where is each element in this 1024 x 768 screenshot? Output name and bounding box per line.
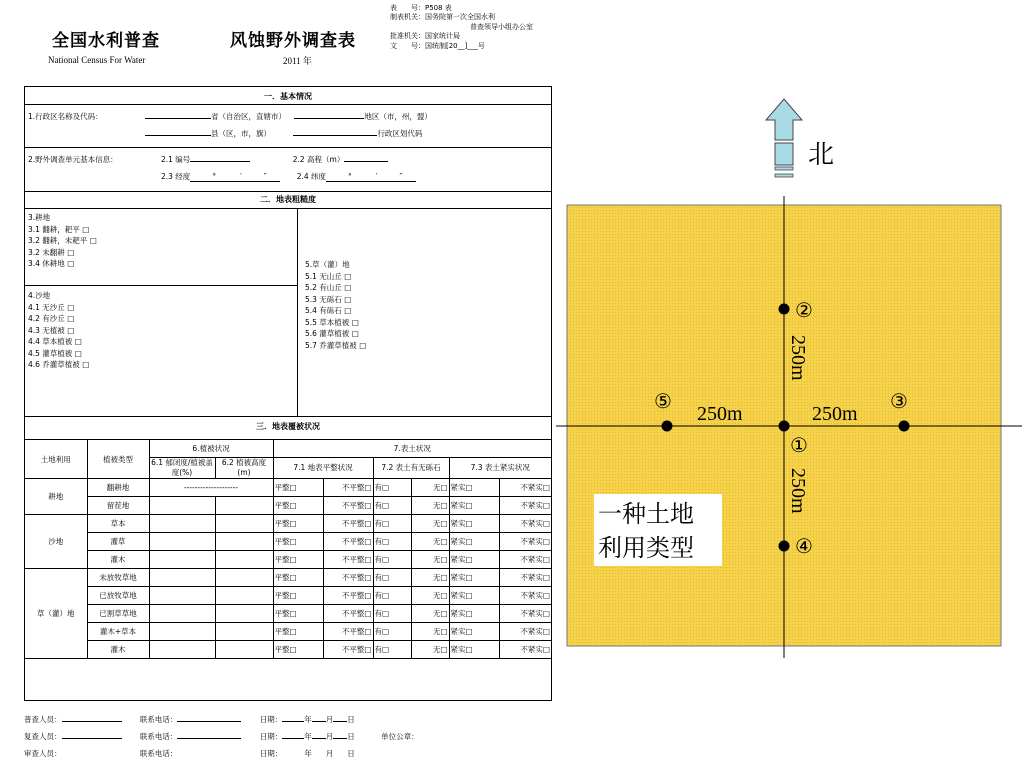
gravel-no-option[interactable]: 无□	[411, 587, 449, 605]
not-firm-option[interactable]: 不紧实□	[499, 479, 551, 497]
county-label: 县（区，市，旗）	[211, 129, 271, 138]
gravel-yes-option[interactable]: 有□	[373, 641, 411, 659]
gravel-no-option[interactable]: 无□	[411, 605, 449, 623]
field-2-1-input[interactable]	[190, 161, 250, 162]
not-flat-option[interactable]: 不平整□	[323, 605, 373, 623]
census-title: 全国水利普查	[52, 31, 160, 51]
checkbox-option[interactable]: 4.5 灌草植被 □	[28, 348, 82, 358]
height-cell[interactable]	[215, 497, 273, 515]
height-cell[interactable]	[215, 623, 273, 641]
firm-option[interactable]: 紧实□	[449, 569, 499, 587]
gravel-yes-option[interactable]: 有□	[373, 569, 411, 587]
checkbox-option[interactable]: 5.3 无砾石 □	[305, 294, 352, 304]
distance-label-west: 250m	[697, 403, 743, 425]
header-veg-height: 6.2 植被高度(m)	[215, 458, 273, 479]
table-row	[25, 515, 551, 533]
height-cell[interactable]	[215, 533, 273, 551]
group5-heading: 5.草（灌）地	[305, 260, 350, 269]
checkbox-option[interactable]: 3.4 休耕地 □	[28, 259, 75, 268]
height-cell[interactable]	[215, 569, 273, 587]
vegtype-cell: 灌木	[87, 551, 149, 569]
gravel-yes-option[interactable]: 有□	[373, 515, 411, 533]
year-input[interactable]	[282, 738, 304, 739]
flat-option[interactable]: 平整□	[273, 623, 323, 641]
gravel-yes-option[interactable]: 有□	[373, 551, 411, 569]
not-firm-option[interactable]: 不紧实□	[499, 533, 551, 551]
flat-option[interactable]: 平整□	[273, 641, 323, 659]
gravel-yes-option[interactable]: 有□	[373, 497, 411, 515]
group5-list	[305, 259, 366, 351]
phone-label: 联系电话：	[139, 732, 178, 741]
reviewer-label: 审查人员：	[24, 749, 62, 758]
firm-option[interactable]: 紧实□	[449, 605, 499, 623]
year-input[interactable]	[282, 721, 304, 722]
investigator-input[interactable]	[62, 721, 122, 722]
not-flat-option[interactable]: 不平整□	[323, 641, 373, 659]
checkbox-option[interactable]: 3.2 未翻耕 □	[28, 247, 75, 257]
header-landuse: 土地利用	[25, 440, 87, 479]
not-flat-option[interactable]: 不平整□	[323, 551, 373, 569]
q1-label: 1.行政区名称及代码：	[28, 112, 103, 121]
minute-mark: ′	[240, 172, 242, 181]
gravel-yes-option[interactable]: 有□	[373, 605, 411, 623]
code-label: 行政区划代码	[377, 129, 423, 138]
field-2-2-label: 2.2 高程（m）	[292, 155, 345, 164]
not-firm-option[interactable]: 不紧实□	[499, 551, 551, 569]
footer-row-3	[24, 748, 355, 759]
minute-mark: ′	[375, 172, 378, 181]
checkbox-option[interactable]: 4.2 有沙丘 □	[28, 314, 75, 323]
field-2-4-input[interactable]	[326, 172, 416, 182]
group3-heading: 3.耕地	[28, 213, 51, 222]
header-vegtype: 植被类型	[87, 440, 149, 479]
height-cell[interactable]	[215, 605, 273, 623]
not-firm-option[interactable]: 不紧实□	[499, 515, 551, 533]
date-label: 日期：	[259, 749, 283, 758]
meta-line: 制表机关：国务院第一次全国水利	[390, 13, 495, 22]
form-meta	[390, 4, 575, 51]
gravel-no-option[interactable]: 无□	[411, 497, 449, 515]
group4-heading: 4.沙地	[28, 291, 51, 300]
table-row	[25, 497, 551, 515]
month-label: 月	[325, 749, 334, 758]
height-cell[interactable]	[215, 551, 273, 569]
month-input[interactable]	[312, 738, 326, 739]
table-row	[25, 587, 551, 605]
year-label: 年	[304, 732, 312, 741]
province-label: 省（自治区，直辖市）	[211, 112, 286, 121]
field-2-1-label: 2.1 编号	[161, 155, 191, 164]
not-flat-option[interactable]: 不平整□	[323, 533, 373, 551]
flat-option[interactable]: 平整□	[273, 515, 323, 533]
form-year: 2011 年	[283, 56, 312, 66]
checkbox-option[interactable]: 4.4 草本植被 □	[28, 337, 82, 346]
landuse-cell: 耕地	[25, 479, 87, 515]
vegtype-cell: 翻耕地	[87, 479, 149, 497]
distance-label-south: 250m	[787, 468, 809, 514]
point-label-5: ⑤	[654, 389, 672, 413]
landuse-label-line1: 一种土地	[598, 500, 694, 528]
checkbox-option[interactable]: 5.7 乔灌草植被 □	[305, 340, 367, 350]
checkbox-option[interactable]: 5.6 灌草植被 □	[305, 329, 359, 338]
day-label: 日	[347, 715, 355, 724]
meta-line: 批准机关：国家统计局	[390, 32, 460, 41]
sample-point-3[interactable]	[899, 421, 910, 432]
code-input[interactable]	[293, 135, 377, 136]
not-firm-option[interactable]: 不紧实□	[499, 497, 551, 515]
day-input[interactable]	[333, 721, 347, 722]
vegtype-cell: 未放牧草地	[87, 569, 149, 587]
not-firm-option[interactable]: 不紧实□	[499, 569, 551, 587]
point-label-3: ③	[890, 389, 908, 413]
sample-point-5[interactable]	[662, 421, 673, 432]
vegtype-cell: 灌木+草本	[87, 623, 149, 641]
province-input[interactable]	[145, 118, 211, 119]
canopy-cell[interactable]	[149, 515, 215, 533]
flat-option[interactable]: 平整□	[273, 587, 323, 605]
header-soil-status: 7.表土状况	[273, 440, 551, 458]
canopy-cell[interactable]	[149, 605, 215, 623]
phone-label: 联系电话：	[139, 715, 178, 724]
flat-option[interactable]: 平整□	[273, 551, 323, 569]
firm-option[interactable]: 紧实□	[449, 623, 499, 641]
landuse-cell: 草（灌）地	[25, 569, 87, 659]
canopy-cell[interactable]	[149, 641, 215, 659]
seal-label: 单位公章：	[381, 732, 419, 741]
canopy-cell[interactable]	[149, 497, 215, 515]
checkbox-option[interactable]: 4.1 无沙丘 □	[28, 302, 75, 312]
gravel-no-option[interactable]: 无□	[411, 641, 449, 659]
census-subtitle: National Census For Water	[48, 55, 146, 65]
rechecker-label: 复查人员：	[24, 732, 62, 741]
header-gravel: 7.2 表土有无砾石	[373, 458, 449, 479]
checkbox-option[interactable]: 3.2 翻耕，未耙平 □	[28, 236, 97, 245]
vegtype-cell: 已割草草地	[87, 605, 149, 623]
gravel-no-option[interactable]: 无□	[411, 569, 449, 587]
month-input[interactable]	[312, 721, 326, 722]
point-label-4: ④	[795, 534, 813, 558]
section2-title: 二．地表粗糙度	[260, 195, 316, 204]
table-row	[25, 479, 551, 497]
distance-label-north: 250m	[787, 335, 809, 381]
table-row	[25, 641, 551, 659]
checkbox-option[interactable]: 5.4 有砾石 □	[305, 306, 352, 315]
degree-mark: °	[212, 172, 217, 181]
prefecture-input[interactable]	[294, 118, 364, 119]
table-row	[25, 623, 551, 641]
checkbox-option[interactable]: 5.5 草本植被 □	[305, 317, 359, 327]
canopy-cell[interactable]	[149, 533, 215, 551]
group4-list	[28, 290, 89, 371]
sample-point-4[interactable]	[779, 541, 790, 552]
flat-option[interactable]: 平整□	[273, 497, 323, 515]
gravel-no-option[interactable]: 无□	[411, 533, 449, 551]
investigator-label: 普查人员：	[24, 715, 62, 724]
month-label: 月	[325, 715, 334, 724]
year-label: 年	[304, 749, 312, 758]
point-label-1: ①	[790, 433, 808, 457]
landuse-cell: 沙地	[25, 515, 87, 569]
flat-option[interactable]: 平整□	[273, 533, 323, 551]
day-label: 日	[347, 732, 355, 741]
firm-option[interactable]: 紧实□	[449, 515, 499, 533]
second-mark: ″	[399, 172, 403, 181]
vegtype-cell: 已放牧草地	[87, 587, 149, 605]
field-2-3-label: 2.3 经度	[161, 172, 191, 181]
checkbox-option[interactable]: 5.2 有山丘 □	[305, 283, 352, 292]
header-canopy: 6.1 郁闭度/植被盖度(%)	[149, 458, 215, 479]
not-flat-option[interactable]: 不平整□	[323, 623, 373, 641]
height-cell[interactable]	[215, 641, 273, 659]
vegtype-cell: 草本	[87, 515, 149, 533]
vegtype-cell: 灌木	[87, 641, 149, 659]
header-veg-status: 6.植被状况	[149, 440, 273, 458]
date-label: 日期：	[259, 715, 283, 724]
flat-option[interactable]: 平整□	[273, 479, 323, 497]
not-firm-option[interactable]: 不紧实□	[499, 605, 551, 623]
canopy-cell[interactable]	[149, 569, 215, 587]
cover-table	[25, 439, 551, 659]
height-cell[interactable]	[215, 515, 273, 533]
header-flatness: 7.1 地表平整状况	[273, 458, 373, 479]
not-flat-option[interactable]: 不平整□	[323, 587, 373, 605]
phone-input[interactable]	[177, 721, 241, 722]
second-mark: ″	[263, 172, 267, 181]
county-input[interactable]	[145, 135, 211, 136]
gravel-yes-option[interactable]: 有□	[373, 479, 411, 497]
table-row	[25, 533, 551, 551]
meta-line: 文 号：国统制[20__]___号	[390, 41, 485, 50]
day-label: 日	[347, 749, 355, 758]
checkbox-option[interactable]: 3.1 翻耕，耙平 □	[28, 224, 90, 234]
north-label: 北	[808, 140, 835, 170]
dashes-cell: --------------------	[149, 479, 273, 497]
canopy-cell[interactable]	[149, 587, 215, 605]
vegtype-cell: 灌草	[87, 533, 149, 551]
gravel-yes-option[interactable]: 有□	[373, 623, 411, 641]
landuse-label-line2: 利用类型	[598, 534, 694, 562]
not-flat-option[interactable]: 不平整□	[323, 569, 373, 587]
gravel-no-option[interactable]: 无□	[411, 479, 449, 497]
date-label: 日期：	[259, 732, 283, 741]
section1-title: 一．基本情况	[264, 92, 312, 101]
gravel-no-option[interactable]: 无□	[411, 551, 449, 569]
flat-option[interactable]: 平整□	[273, 569, 323, 587]
distance-label-east: 250m	[812, 403, 858, 425]
checkbox-option[interactable]: 5.1 无山丘 □	[305, 271, 352, 281]
header-compactness: 7.3 表土紧实状况	[449, 458, 551, 479]
day-input[interactable]	[333, 738, 347, 739]
not-firm-option[interactable]: 不紧实□	[499, 623, 551, 641]
not-firm-option[interactable]: 不紧实□	[499, 587, 551, 605]
table-row	[25, 551, 551, 569]
sample-point-2[interactable]	[779, 304, 790, 315]
table-row	[25, 605, 551, 623]
degree-mark: °	[348, 172, 352, 181]
field-2-4-label: 2.4 纬度	[296, 172, 327, 181]
month-label: 月	[325, 732, 334, 741]
meta-line: 表 号：P508 表	[390, 4, 452, 12]
meta-line: 普查领导小组办公室	[470, 22, 533, 31]
gravel-no-option[interactable]: 无□	[411, 623, 449, 641]
firm-option[interactable]: 紧实□	[449, 641, 499, 659]
firm-option[interactable]: 紧实□	[449, 497, 499, 515]
not-flat-option[interactable]: 不平整□	[323, 515, 373, 533]
gravel-yes-option[interactable]: 有□	[373, 533, 411, 551]
not-flat-option[interactable]: 不平整□	[323, 479, 373, 497]
canopy-cell[interactable]	[149, 551, 215, 569]
height-cell[interactable]	[215, 587, 273, 605]
section3-title: 三．地表覆被状况	[256, 422, 320, 431]
not-flat-option[interactable]: 不平整□	[323, 497, 373, 515]
phone-label: 联系电话：	[139, 749, 178, 758]
q2-label: 2.野外调查单元基本信息：	[28, 155, 118, 164]
point-label-2: ②	[795, 298, 813, 322]
gravel-no-option[interactable]: 无□	[411, 515, 449, 533]
rechecker-input[interactable]	[62, 738, 122, 739]
firm-option[interactable]: 紧实□	[449, 587, 499, 605]
group3-list	[28, 212, 97, 270]
field-2-2-input[interactable]	[344, 161, 388, 162]
table-row	[25, 569, 551, 587]
year-label: 年	[304, 715, 312, 724]
firm-option[interactable]: 紧实□	[449, 551, 499, 569]
gravel-yes-option[interactable]: 有□	[373, 587, 411, 605]
survey-form	[24, 86, 552, 701]
flat-option[interactable]: 平整□	[273, 605, 323, 623]
form-title: 风蚀野外调查表	[230, 31, 356, 51]
prefecture-label: 地区（市，州，盟）	[364, 112, 432, 121]
checkbox-option[interactable]: 4.6 乔灌草植被 □	[28, 360, 90, 369]
not-firm-option[interactable]: 不紧实□	[499, 641, 551, 659]
sample-point-1[interactable]	[779, 421, 790, 432]
field-2-3-input[interactable]	[190, 172, 280, 182]
checkbox-option[interactable]: 4.3 无植被 □	[28, 325, 75, 335]
phone-input[interactable]	[177, 738, 241, 739]
footer-row-2	[24, 731, 419, 742]
vegtype-cell: 留茬地	[87, 497, 149, 515]
footer-row-1	[24, 714, 355, 725]
north-arrow-icon	[766, 99, 802, 177]
canopy-cell[interactable]	[149, 623, 215, 641]
firm-option[interactable]: 紧实□	[449, 533, 499, 551]
firm-option[interactable]: 紧实□	[449, 479, 499, 497]
